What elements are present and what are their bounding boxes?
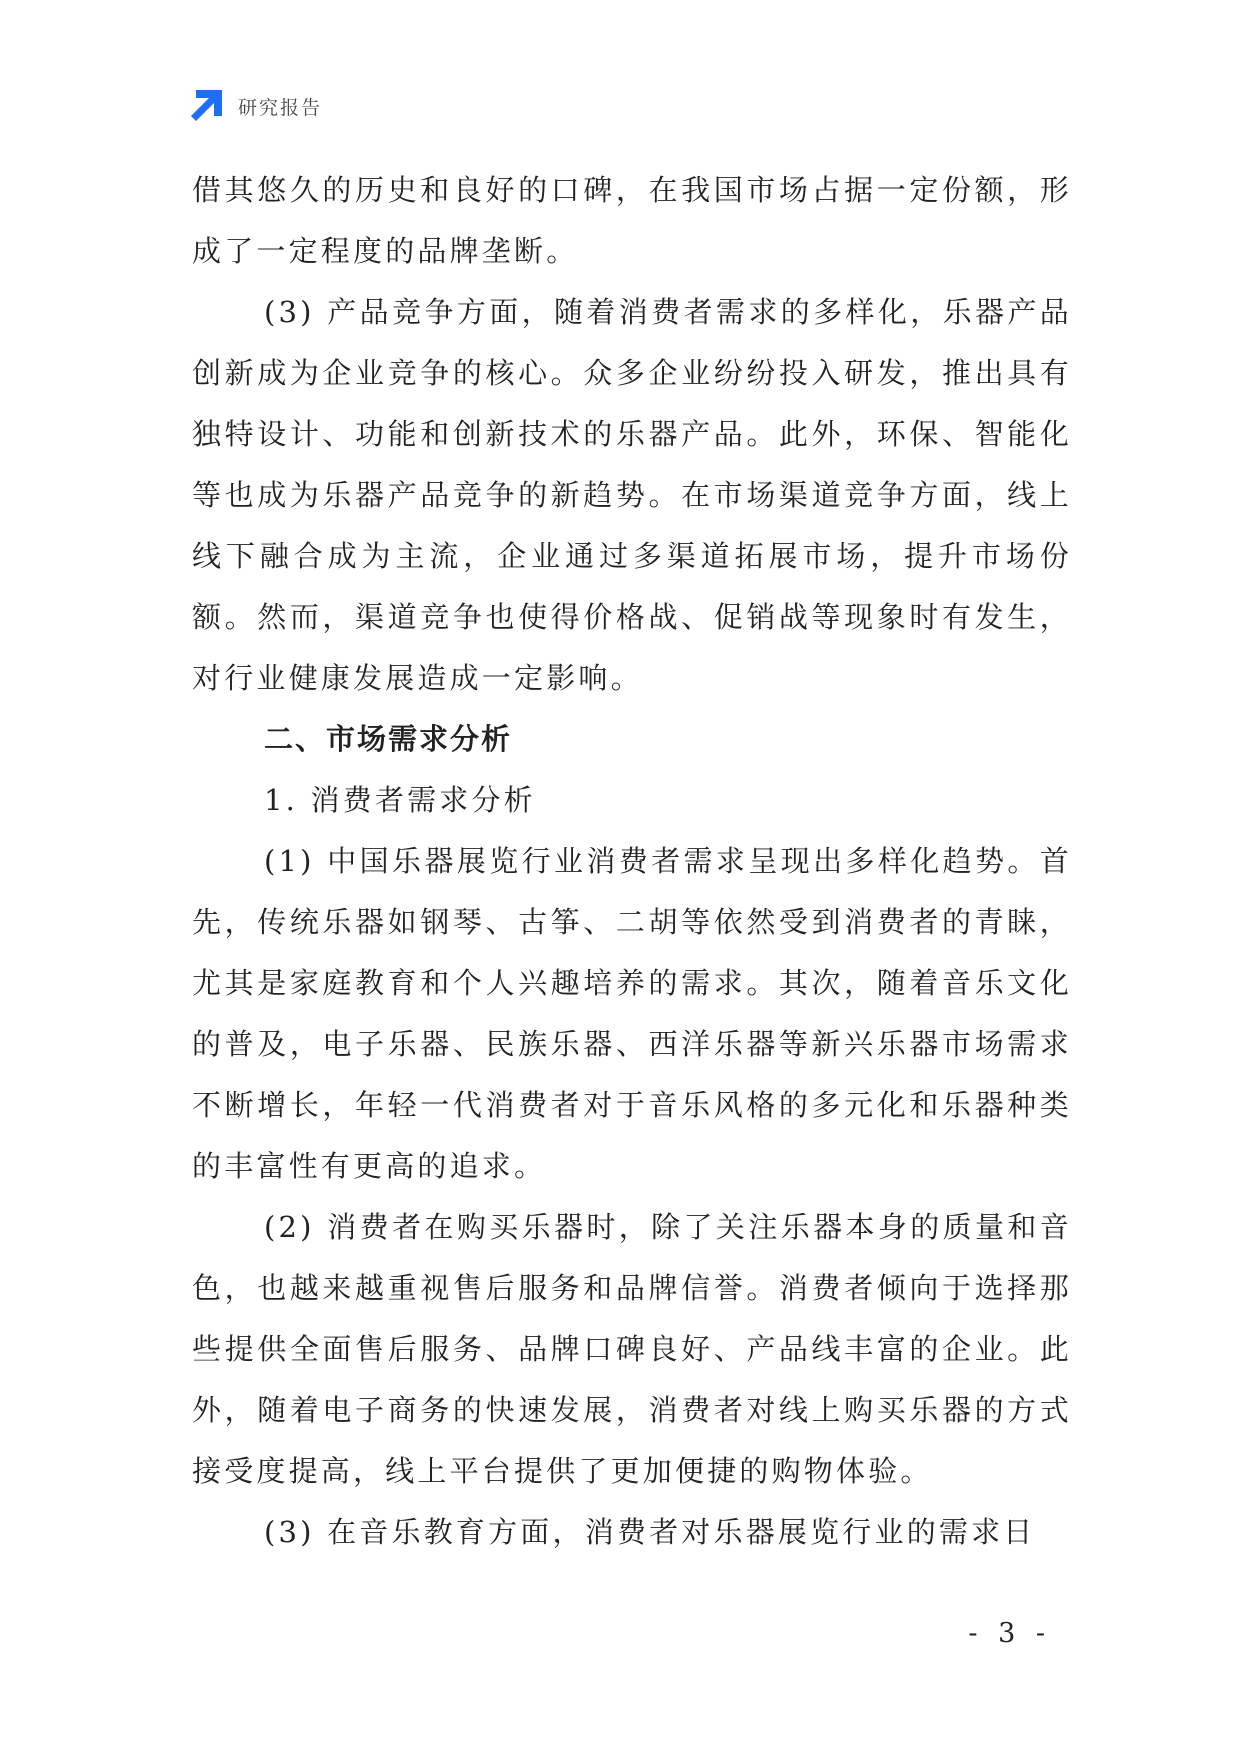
section-heading: 二、市场需求分析	[264, 722, 513, 756]
document-body	[192, 160, 1072, 1563]
page-number: - 3 -	[968, 1618, 1051, 1649]
paragraph-product-competition: (3) 产品竞争方面，随着消费者需求的多样化，乐器产品创新成为企业竞争的核心。众多企业纷纷投入研发，推出具有独特设计、功能和创新技术的乐器产品。此外，环保、智能化等也成为乐器产品竞争的新趋势。在市场渠道竞争方面，线上线下融合成为主流，企业通过多渠道拓展市场，提升市场份额。然而，渠道竞争也使得价格战、促销战等现象时有发生，对行业健康发展造成一定影响。	[192, 295, 1072, 695]
report-header	[190, 90, 322, 122]
arrow-up-right-icon	[190, 90, 222, 122]
header-title: 研究报告	[238, 96, 323, 119]
paragraph-consumer-diversity: (1) 中国乐器展览行业消费者需求呈现出多样化趋势。首先，传统乐器如钢琴、古筝、二胡等依然受到消费者的青睐，尤其是家庭教育和个人兴趣培养的需求。其次，随着音乐文化的普及，电子乐器、民族乐器、西洋乐器等新兴乐器市场需求不断增长，年轻一代消费者对于音乐风格的多元化和乐器种类的丰富性有更高的追求。	[192, 844, 1072, 1183]
paragraph-music-education: (3) 在音乐教育方面，消费者对乐器展览行业的需求日	[264, 1515, 1036, 1549]
subsection-heading: 1. 消费者需求分析	[264, 783, 536, 817]
paragraph-continuation: 借其悠久的历史和良好的口碑，在我国市场占据一定份额，形成了一定程度的品牌垄断。	[192, 173, 1072, 268]
paragraph-after-sales: (2) 消费者在购买乐器时，除了关注乐器本身的质量和音色，也越来越重视售后服务和品牌信誉。消费者倾向于选择那些提供全面售后服务、品牌口碑良好、产品线丰富的企业。此外，随着电子商务的快速发展，消费者对线上购买乐器的方式接受度提高，线上平台提供了更加便捷的购物体验。	[192, 1210, 1072, 1488]
